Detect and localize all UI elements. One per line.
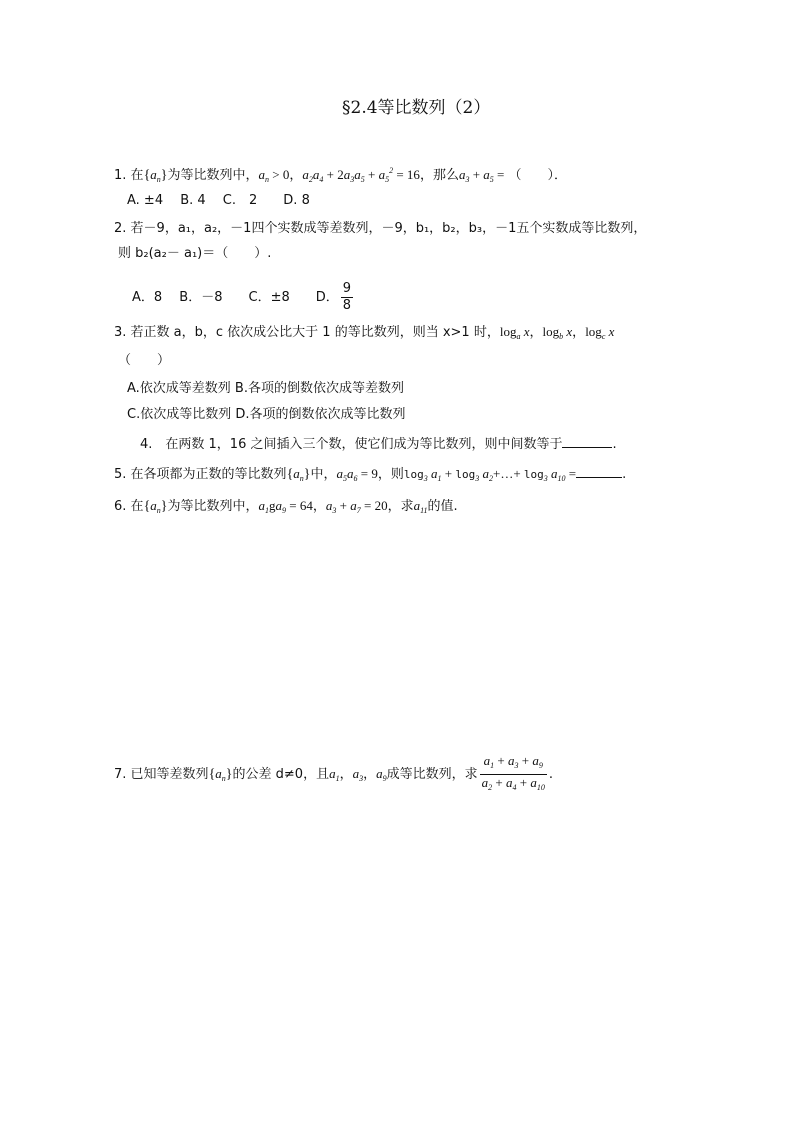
question-1-options: A. ±4 B. 4 C. 2 D. 8 — [127, 193, 310, 208]
fraction-9-8: $\frac{9}{8}$ — [342, 281, 352, 313]
question-3: 3. 若正数 a，b，c 依次成公比大于 1 的等比数列，则当 x>1 时，$\log_a x$，$\log_b x$，$\log_c x$ — [114, 324, 615, 341]
question-3-paren: （ ） — [118, 353, 171, 368]
answer-blank-4[interactable] — [562, 435, 612, 448]
question-4: 4. 在两数 1，16 之间插入三个数，使它们成为等比数列，则中间数等于 . — [140, 437, 617, 452]
question-5: 5. 在各项都为正数的等比数列$\{a_n\}$中，$a_5a_6 = 9$，则$\log_3 a_1 + \log_3$ $a_2+\dots+ \log_3 a_{10}$ = . — [114, 466, 627, 483]
question-6: 6. 在$\{a_n\}$为等比数列中，$a_1ga_9 = 64$，$a_3 + a_7 = 20$，求$a_{11}$的值. — [114, 498, 458, 515]
q5-log-sum: $\log_3 a_1 + \log_3$ $a_2+\dots+ \log_3 a_{10}$ = — [403, 466, 577, 483]
q7-fraction: $\frac{a_1 + a_3 + a_9}{a_2 + a_4 + a_{10}}$ — [481, 753, 545, 792]
question-3-options-cd: C.依次成等比数列 D.各项的倒数依次成等比数列 — [127, 407, 406, 422]
answer-blank-5[interactable] — [576, 465, 622, 478]
page-title: §2.4等比数列（2） — [342, 98, 491, 118]
q5-condition: $a_5a_6 = 9$ — [336, 466, 378, 483]
question-2: 2. 若－9，a₁，a₂，－1四个实数成等差数列，－9，b₁，b₂，b₃，－1五个实数成等比数列， — [114, 221, 647, 236]
question-7: 7. 已知等差数列$\{a_n\}$的公差 d≠0，且$a_1$，$a_3$，$a_9$成等比数列，求 $\frac{a_1 + a_3 + a_9}{a_2 + a_4 + a_{10}}$ . — [114, 753, 553, 797]
q1-condition-2: $a_2a_4 + 2a_3a_5 + a_5^2 = 16$ — [302, 166, 420, 184]
question-2-line-2: 则 b₂(a₂－ a₁)＝（ ）. — [118, 246, 272, 261]
q1-condition-1: $a_n > 0$ — [258, 167, 290, 184]
q3-logs: $\log_a x$，$\log_b x$，$\log_c x$ — [499, 324, 615, 341]
q6-condition-2: $a_3 + a_7 = 20$ — [325, 498, 388, 515]
question-3-options-ab: A.依次成等差数列 B.各项的倒数依次成等差数列 — [127, 381, 404, 396]
q1-expression: $a_3 + a_5$ = — [458, 167, 505, 184]
question-1: 1. 在$\{a_n\}$为等比数列中，$a_n > 0$，$a_2a_4 + 2a_3a_5 + a_5^2 = 16$，那么$a_3 + a_5$ = （ ）． — [114, 166, 568, 184]
question-1-number: 1. — [114, 168, 127, 183]
q6-condition-1: $a_1ga_9 = 64$ — [258, 498, 313, 515]
question-2-options: A．8 B．－8 C．±8 D． $\frac{9}{8}$ — [132, 281, 352, 313]
